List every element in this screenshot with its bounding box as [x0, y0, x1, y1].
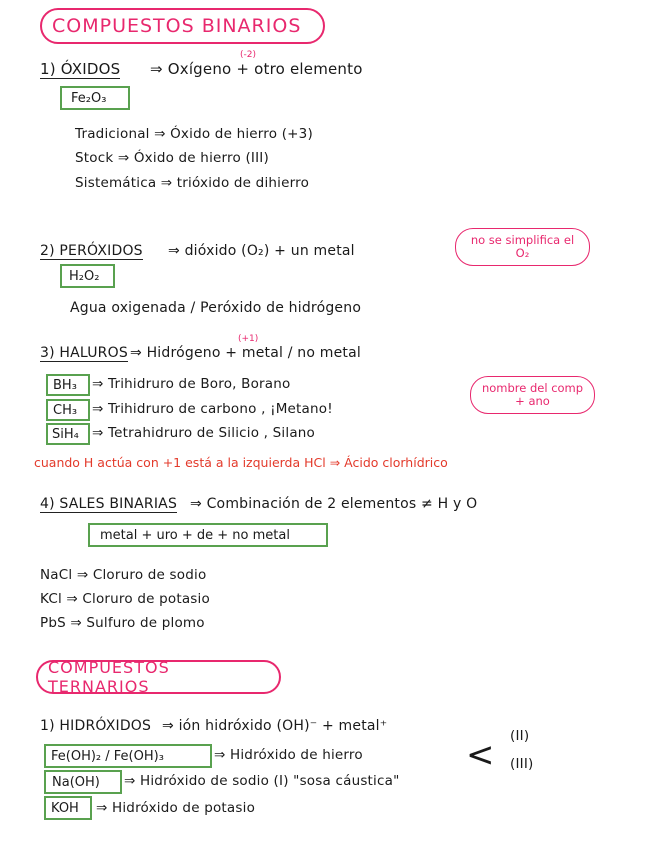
hidroxidos-brace-bottom: (III) — [510, 756, 534, 772]
peroxidos-formula-box — [60, 264, 115, 288]
oxidos-line-2: Stock ⇒ Óxido de hierro (III) — [75, 150, 269, 166]
sales-heading: 4) SALES BINARIAS — [40, 496, 178, 512]
hidroxidos-formula-box-1 — [44, 744, 212, 768]
sales-line-1: NaCl ⇒ Cloruro de sodio — [40, 567, 207, 583]
title-binarios-text: COMPUESTOS BINARIOS — [52, 15, 302, 37]
peroxidos-rule: ⇒ dióxido (O₂) + un metal — [168, 243, 355, 259]
haluros-note: nombre del comp + ano — [470, 376, 595, 414]
haluros-red-note: cuando H actúa con +1 está a la izquierda HCl ⇒ Ácido clorhídrico — [34, 455, 448, 470]
haluros-formula-box-2 — [46, 399, 90, 421]
hidroxidos-formula-2: Na(OH) — [52, 775, 100, 790]
haluros-formula-1: BH₃ — [53, 378, 77, 393]
title-binarios — [40, 8, 325, 44]
peroxidos-note: no se simplifica el O₂ — [455, 228, 590, 266]
sales-formula: metal + uro + de + no metal — [100, 528, 290, 543]
haluros-formula-box-3 — [46, 423, 90, 445]
haluros-formula-3: SiH₄ — [52, 427, 79, 442]
oxidos-line-1: Tradicional ⇒ Óxido de hierro (+3) — [75, 126, 313, 142]
haluros-row-1: ⇒ Trihidruro de Boro, Borano — [92, 376, 291, 392]
hidroxidos-row-3: ⇒ Hidróxido de potasio — [96, 800, 256, 816]
hidroxidos-heading: 1) HIDRÓXIDOS — [40, 718, 152, 734]
sales-line-2: KCl ⇒ Cloruro de potasio — [40, 591, 210, 607]
haluros-row-2: ⇒ Trihidruro de carbono , ¡Metano! — [92, 401, 333, 417]
peroxidos-line: Agua oxigenada / Peróxido de hidrógeno — [70, 300, 362, 316]
title-ternarios-text: COMPUESTOS TERNARIOS — [48, 658, 170, 696]
sales-rule: ⇒ Combinación de 2 elementos ≠ H y O — [190, 496, 478, 512]
oxidos-formula: Fe₂O₃ — [71, 91, 107, 106]
hidroxidos-rule: ⇒ ión hidróxido (OH)⁻ + metal⁺ — [162, 718, 388, 734]
haluros-heading: 3) HALUROS — [40, 345, 128, 361]
haluros-rule: ⇒ Hidrógeno + metal / no metal — [130, 345, 361, 361]
hidroxidos-brace-top: (II) — [510, 728, 530, 744]
haluros-formula-2: CH₃ — [53, 403, 78, 418]
haluros-row-3: ⇒ Tetrahidruro de Silicio , Silano — [92, 425, 316, 441]
peroxidos-heading: 2) PERÓXIDOS — [40, 243, 143, 259]
oxidos-rule: ⇒ Oxígeno + otro elemento — [150, 60, 363, 78]
oxidos-charge: (-2) — [240, 50, 256, 60]
oxidos-line-3: Sistemática ⇒ trióxido de dihierro — [75, 175, 310, 191]
title-ternarios — [36, 660, 281, 694]
sales-formula-box — [88, 523, 328, 547]
peroxidos-formula: H₂O₂ — [69, 269, 100, 284]
oxidos-heading: 1) ÓXIDOS — [40, 60, 121, 78]
hidroxidos-formula-1: Fe(OH)₂ / Fe(OH)₃ — [51, 749, 164, 764]
hidroxidos-row-2: ⇒ Hidróxido de sodio (I) "sosa cáustica" — [124, 773, 400, 789]
hidroxidos-brace: < — [466, 735, 495, 775]
sales-line-3: PbS ⇒ Sulfuro de plomo — [40, 615, 205, 631]
hidroxidos-formula-box-2 — [44, 770, 122, 794]
hidroxidos-formula-box-3 — [44, 796, 92, 820]
hidroxidos-formula-3: KOH — [51, 801, 79, 816]
hidroxidos-row-1: ⇒ Hidróxido de hierro — [214, 747, 363, 763]
oxidos-formula-box — [60, 86, 130, 110]
haluros-formula-box-1 — [46, 374, 90, 396]
haluros-charge: (+1) — [238, 334, 259, 344]
